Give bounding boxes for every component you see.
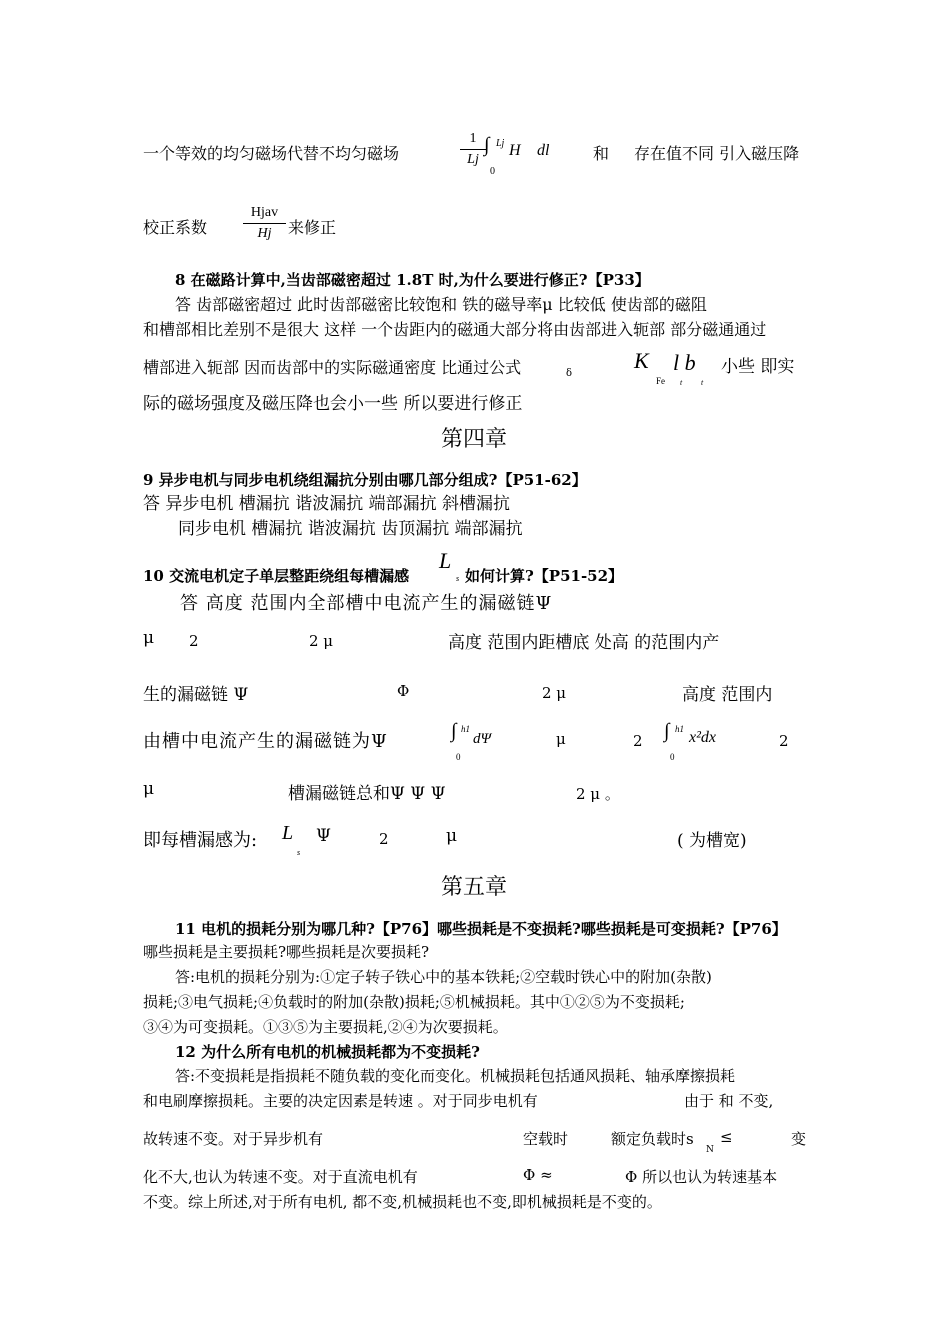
integral-2-lower: 0	[456, 752, 461, 762]
answer-11-line-1: 答:电机的损耗分别为:①定子转子铁心中的基本铁耗;②空载时铁心中的附加(杂散)	[175, 968, 712, 986]
question-11-line-1: 11 电机的损耗分别为哪几种?【P76】哪些损耗是不变损耗?哪些损耗是可变损耗?【P76】	[175, 920, 787, 938]
delta-subscript: δ	[566, 368, 573, 379]
integral-lower: 0	[490, 166, 495, 177]
answer-10-line-5: 槽漏磁链总和Ψ Ψ Ψ	[288, 784, 446, 804]
question-11-line-2: 哪些损耗是主要损耗?哪些损耗是次要损耗?	[143, 943, 430, 961]
answer-10-two-mu: 2 μ	[309, 632, 334, 650]
answer-12-phi-approx: Φ ≈	[523, 1166, 553, 1184]
integral-upper: Lj	[496, 138, 505, 149]
integral-2-body: dΨ	[473, 731, 492, 747]
answer-8-line-3-tail: 小些 即实	[721, 357, 795, 377]
integral-3-sign: ∫	[664, 720, 670, 742]
q10-s: s	[456, 574, 460, 583]
formula-t2: t	[701, 378, 704, 387]
answer-12-rated-load: 额定负载时s	[611, 1130, 694, 1148]
formula-fe: Fe	[656, 376, 665, 386]
answer-12-line-2-tail: 由于 和 不变,	[684, 1092, 774, 1110]
text-line-2-tail: 来修正	[288, 218, 337, 237]
answer-9-line-1: 答 异步电机 槽漏抗 谐波漏抗 端部漏抗 斜槽漏抗	[143, 494, 511, 514]
answer-8-line-3: 槽部进入轭部 因而齿部中的实际磁通密度 比通过公式	[143, 358, 522, 377]
integral-3-upper: h1	[675, 724, 684, 734]
answer-10-slot-width: ( 为槽宽)	[677, 831, 747, 851]
answer-10-line-4: 由槽中电流产生的漏磁链为Ψ	[143, 731, 388, 752]
integral-3-lower: 0	[670, 752, 675, 762]
answer-10-phi: Φ	[397, 682, 410, 700]
integral-body: H⃗ dl⃗	[509, 142, 562, 159]
answer-12-noload: 空载时	[523, 1130, 569, 1148]
answer-8-line-2: 和槽部相比差别不是很大 这样 一个齿距内的磁通大部分将由齿部进入轭部 部分磁通通过	[143, 320, 767, 339]
answer-12-line-4: 化不大,也认为转速不变。对于直流电机有	[143, 1168, 418, 1186]
question-10: 10 交流电机定子单层整距绕组每槽漏感	[143, 567, 410, 585]
answer-12-line-4-tail: Φ 所以也认为转速基本	[625, 1168, 778, 1186]
answer-10-two-4: 2	[779, 732, 789, 750]
formula-L: L	[282, 822, 294, 844]
question-10-tail: 如何计算?【P51-52】	[465, 567, 624, 585]
formula-k: K	[634, 348, 649, 373]
question-12: 12 为什么所有电机的机械损耗都为不变损耗?	[175, 1043, 480, 1061]
question-8: 8 在磁路计算中,当齿部磁密超过 1.8T 时,为什么要进行修正?【P33】	[175, 271, 650, 289]
answer-10-two-1: 2	[189, 632, 199, 650]
fraction-one-over-lj: 1 Lj	[460, 131, 486, 168]
answer-10-mu-6: μ	[446, 826, 458, 846]
answer-12-subscript-n: N	[706, 1145, 714, 1155]
answer-12-leq: ≤	[720, 1128, 733, 1146]
answer-10-line-1: 答 高度 范围内全部槽中电流产生的漏磁链Ψ	[180, 593, 553, 614]
answer-8-line-1: 答 齿部磁密超过 此时齿部磁密比较饱和 铁的磁导率μ 比较低 使齿部的磁阻	[175, 295, 707, 314]
chapter-4-heading: 第四章	[441, 427, 508, 452]
fraction-hjav-over-hj: Hjav Hj	[243, 205, 286, 242]
question-9: 9 异步电机与同步电机绕组漏抗分别由哪几部分组成?【P51-62】	[143, 471, 587, 489]
answer-12-line-1: 答:不变损耗是指损耗不随负载的变化而变化。机械损耗包括通风损耗、轴承摩擦损耗	[175, 1067, 736, 1085]
answer-10-two-6: 2	[379, 830, 389, 848]
answer-8-line-4: 际的磁场强度及磁压降也会小一些 所以要进行修正	[143, 394, 523, 414]
answer-12-line-3-tail: 变	[791, 1130, 807, 1148]
formula-L-s: s	[297, 848, 301, 857]
answer-12-line-2: 和电刷摩擦损耗。主要的决定因素是转速 。对于同步电机有	[143, 1092, 538, 1110]
answer-10-psi: Ψ	[316, 826, 331, 846]
answer-10-line-2: 高度 范围内距槽底 处高 的范围内产	[448, 633, 720, 653]
answer-10-line-5-tail: 2 μ 。	[576, 785, 620, 803]
answer-10-mu-1: μ	[143, 628, 155, 648]
answer-12-line-5: 不变。综上所述,对于所有电机, 都不变,机械损耗也不变,即机械损耗是不变的。	[143, 1193, 662, 1211]
answer-11-line-3: ③④为可变损耗。①③⑤为主要损耗,②④为次要损耗。	[143, 1018, 508, 1036]
answer-10-line-3: 生的漏磁链 Ψ	[143, 685, 249, 705]
answer-12-line-3: 故转速不变。对于异步机有	[143, 1130, 324, 1148]
formula-t1: t	[680, 378, 683, 387]
answer-10-line-6: 即每槽漏感为:	[143, 830, 258, 851]
chapter-5-heading: 第五章	[441, 875, 508, 900]
q10-L: L	[439, 548, 452, 573]
text-line-1-tail: 存在值不同 引入磁压降	[634, 144, 800, 163]
answer-9-line-2: 同步电机 槽漏抗 谐波漏抗 齿顶漏抗 端部漏抗	[178, 519, 523, 539]
answer-10-line-3-tail: 高度 范围内	[682, 685, 773, 705]
answer-10-mu-5: μ	[143, 779, 155, 799]
answer-11-line-2: 损耗;③电气损耗;④负载时的附加(杂散)损耗;⑤机械损耗。其中①②⑤为不变损耗;	[143, 993, 685, 1011]
text-line-1: 一个等效的均匀磁场代替不均匀磁场	[143, 144, 400, 163]
formula-lb: l b	[673, 350, 696, 375]
text-and: 和	[593, 144, 610, 163]
answer-10-mu-3: μ	[556, 730, 566, 748]
integral-2-sign: ∫	[451, 720, 457, 742]
answer-10-two-3: 2	[633, 732, 643, 750]
integral-3-body: x²dx	[689, 729, 716, 746]
integral-2-upper: h1	[461, 724, 470, 734]
integral-sign: ∫	[484, 134, 490, 156]
text-line-2: 校正系数	[143, 218, 208, 237]
answer-10-two-mu-2: 2 μ	[542, 684, 567, 702]
